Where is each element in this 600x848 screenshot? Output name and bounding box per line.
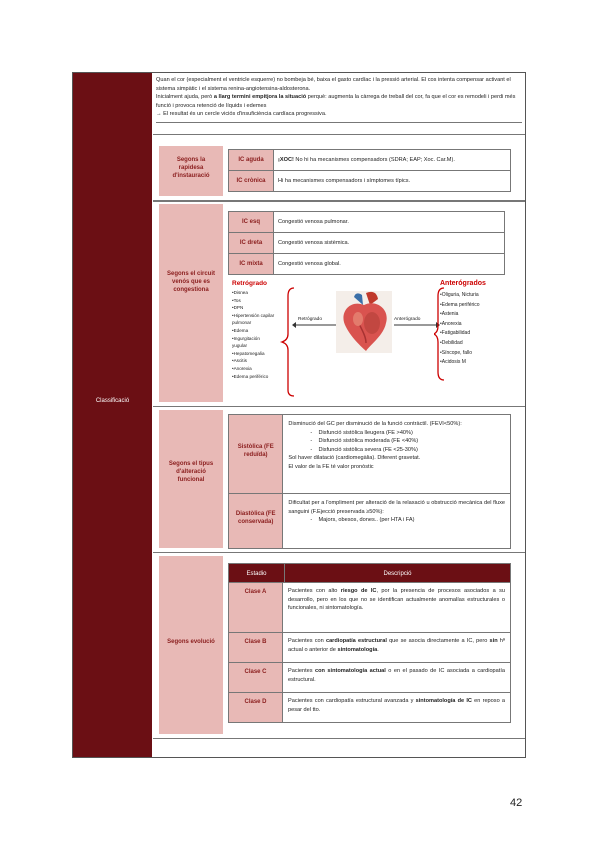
stage-cell: Clase D <box>228 693 283 723</box>
intro-line-1: Quan el cor (especialment el ventricle esquerre) no bombeja bé, baixa el gasto cardíac i la pressió arterial. El cos intenta compensar activant el sistema simpàtic i el sistema renina-angiotensina-aldosterona. <box>156 77 511 92</box>
intro-block <box>156 76 522 123</box>
row-text: Hi ha mecanismes compensadors i símptomes típics. <box>278 178 411 184</box>
row-text: Congestió venosa global. <box>278 261 341 267</box>
table-row <box>228 171 511 192</box>
retrograde-title: Retrógrado <box>232 280 268 287</box>
description-cell: Pacientes con alto riesgo de IC, por la presencia de procesos asociados a su desarrollo, pero en los que no se identifican actualmente anomalías estructurales o funcionales, ni sintomatología. <box>283 583 511 633</box>
left-arrow-label: Retrógrado <box>298 317 322 322</box>
intro-line-3: → El resultat és un cercle viciós d'insuficiència cardíaca progressiva. <box>156 111 327 118</box>
row-key: IC crònica <box>229 171 274 191</box>
row-key: IC aguda <box>229 150 274 170</box>
retrograde-list: •Disnea •Tos •DPN •Hipertensión capilar pulmonar •Edema •Ingurgitación yugular •Hepatomegalia •Ascitis •Anorexia •Edema periférico <box>232 290 275 379</box>
table-header <box>228 563 511 583</box>
row-key: Diastòlica (FE conservada) <box>229 494 283 548</box>
section-evolucio-label: Segons evolució <box>159 556 223 734</box>
evolution-table <box>228 563 511 723</box>
table-row <box>228 233 505 254</box>
heart-illustration-icon <box>336 291 392 353</box>
right-arrow-label: Anterógrado <box>394 317 421 322</box>
section-rapidesa-table <box>228 149 511 192</box>
table-row <box>228 254 505 275</box>
divider <box>153 738 525 739</box>
stage-cell: Clase C <box>228 663 283 693</box>
description-cell: Pacientes con cardiopatía estructural avanzada y sintomatología de IC en reposo a pesar del tto. <box>283 693 511 723</box>
table-row <box>228 149 511 171</box>
section-rapidesa-label: Segons la rapidesa d'instauració <box>159 146 223 196</box>
left-column-bar <box>73 73 152 757</box>
table-row <box>228 211 505 233</box>
row-key: IC mixta <box>229 254 274 274</box>
header-description: Descripció <box>285 563 511 583</box>
table-row <box>228 494 511 549</box>
section-funcional-label: Segons el tipus d'alteració funcional <box>159 410 223 548</box>
divider <box>153 406 525 407</box>
table-row <box>228 663 511 693</box>
heart-diagram <box>228 277 518 402</box>
left-arrow <box>292 313 342 333</box>
row-text: Congestió venosa pulmonar. <box>278 219 349 225</box>
intro-line-2: Inicialment ajuda, però a llarg termini empitjora la situació perquè: augmenta la càrrega de treball del cor, fa que el cor es remodeli i perdi més funció i provoca retenció de líquids i edemes <box>156 94 516 109</box>
section-funcional-table <box>228 414 511 549</box>
stage-cell: Clase A <box>228 583 283 633</box>
description-cell: Pacientes con cardiopatía estructural que se asocia directamente a IC, pero sin hª actual o anterior de sintomatología. <box>283 633 511 663</box>
row-text: ¡XOC! No hi ha mecanismes compensadors (SDRA; EAP; Xoc. Car.M). <box>278 157 455 163</box>
table-row <box>228 583 511 633</box>
stage-cell: Clase B <box>228 633 283 663</box>
row-text: Dificultat per a l'ompliment per alteració de la relaxació u obstrucció mecànica del fluxe sanguini (F.Ejecció preservada ≥50%): - Majors, obesos, dones.. (per HTA i FA) <box>288 500 505 524</box>
row-key: IC dreta <box>229 233 274 253</box>
anterograde-title: Anterógrados <box>440 280 486 287</box>
table-row <box>228 693 511 723</box>
section-circuit-label: Segons el circuit venós que es congestiona <box>159 204 223 402</box>
table-row <box>228 414 511 494</box>
row-text: Congestió venosa sistèmica. <box>278 240 350 246</box>
header-stage: Estadio <box>228 563 285 583</box>
divider <box>153 201 525 202</box>
row-key: Sistòlica (FE reduïda) <box>229 415 283 493</box>
row-key: IC esq <box>229 212 274 232</box>
row-text: Disminució del GC per disminució de la funció contràctil. (FEVI<50%): - Disfunció sistòlica lleugera (FE >40%) - Disfunció sistòlica moderada (FE <40%) - Disfunció sistòlica severa (FE <25-30%) Sol haver dilatació (cardiomegàlia). Diferent gravetat. El valor de la FE té valor pronòstic <box>288 421 462 470</box>
description-cell: Pacientes con sintomatología actual o en el pasado de IC asociada a cardiopatía estructural. <box>283 663 511 693</box>
divider <box>153 552 525 553</box>
classification-label: Classificació <box>95 398 130 404</box>
page-number: 42 <box>510 797 523 809</box>
section-circuit-table <box>228 211 505 275</box>
anterograde-list: •Oliguria, Nicturia •Edema periférico •Astenia •Anorexia •Fatigabilidad •Debilidad •Síncope, fallo •Acidosis M <box>440 292 480 366</box>
table-row <box>228 633 511 663</box>
